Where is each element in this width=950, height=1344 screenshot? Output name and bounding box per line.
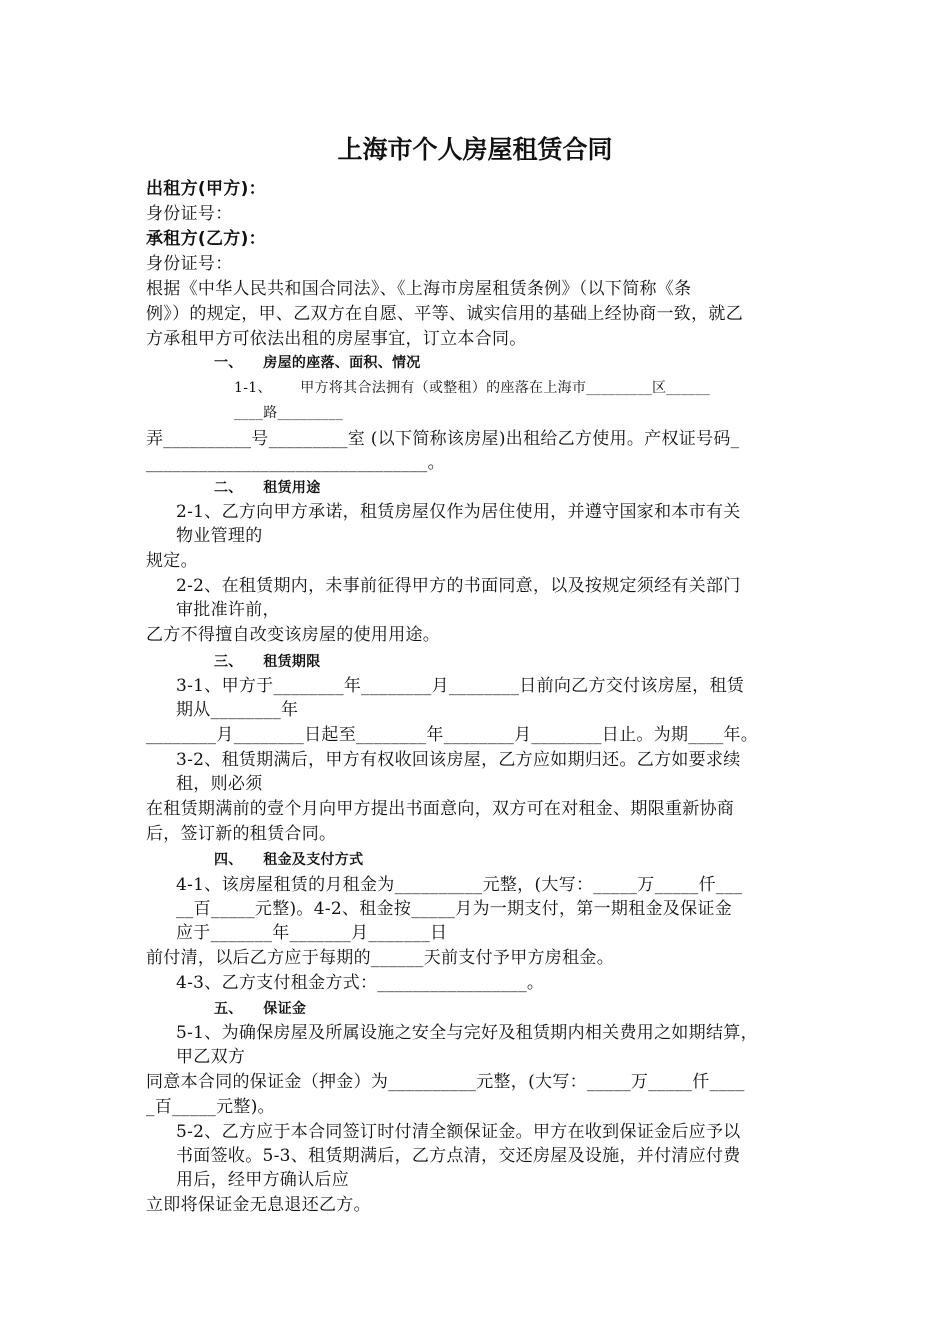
lessee-id-label: 身份证号：: [146, 254, 233, 274]
clause-line: 4-1、该房屋租赁的月租金为__________元整，(大写：_____万_____仟___: [176, 875, 743, 895]
clause-line: 2-1、乙方向甲方承诺，租赁房屋仅作为居住使用，并遵守国家和本市有关: [176, 502, 741, 522]
section-heading-1: 一、 房屋的座落、面积、情况: [214, 355, 421, 371]
clause-line: 应于_______年_______月_______日: [176, 923, 448, 943]
section-heading-5: 五、 保证金: [214, 1001, 307, 1017]
clause-line: 同意本合同的保证金（押金）为__________元整，(大写：_____万_____仟____: [146, 1072, 745, 1092]
clause-line: 立即将保证金无息退还乙方。: [146, 1195, 371, 1215]
preamble-line: 根据《中华人民共和国合同法》、《上海市房屋租赁条例》（以下简称《条: [146, 279, 692, 299]
clause-line: _百_____元整)。: [146, 1097, 275, 1117]
clause-line: 1-1、 甲方将其合法拥有（或整租）的座落在上海市_________区______: [234, 380, 711, 396]
clause-line: 书面签收。5-3、租赁期满后，乙方点清，交还房屋及设施，并付清应付费: [176, 1146, 741, 1166]
clause-line: 用后，经甲方确认后应: [176, 1170, 349, 1190]
clause-line: 5-1、为确保房屋及所属设施之安全与完好及租赁期内相关费用之如期结算，: [176, 1023, 758, 1043]
clause-line: 3-2、租赁期满后，甲方有权收回该房屋，乙方应如期归还。乙方如要求续: [176, 750, 741, 770]
clause-line: 5-2、乙方应于本合同签订时付清全额保证金。甲方在收到保证金后应予以: [176, 1122, 741, 1142]
clause-line: 弄__________号_________室 (以下简称该房屋)出租给乙方使用。产权证号码_: [146, 429, 740, 449]
clause-line: __百_____元整)。4-2、租金按_____月为一期支付，第一期租金及保证金: [176, 899, 733, 919]
clause-line: 期从________年: [176, 700, 299, 720]
clause-line: 4-3、乙方支付租金方式：_________________。: [176, 973, 545, 993]
clause-line: 审批准许前，: [176, 600, 280, 620]
clause-line: ________月________日起至________年________月________日止。为期____年。: [146, 725, 759, 745]
clause-line: ____路_________: [234, 405, 344, 421]
clause-line: 乙方不得擅自改变该房屋的使用用途。: [146, 625, 441, 645]
document-title: 上海市个人房屋租赁合同: [337, 135, 613, 164]
clause-line: ________________________________。: [146, 453, 445, 473]
section-heading-4: 四、 租金及支付方式: [214, 852, 364, 868]
lessor-label: 出租方(甲方)：: [146, 179, 266, 199]
clause-line: 3-1、甲方于________年________月________日前向乙方交付该房屋，租赁: [176, 676, 745, 696]
lessee-label: 承租方(乙方)：: [146, 229, 266, 249]
clause-line: 在租赁期满前的壹个月向甲方提出书面意向，双方可在对租金、期限重新协商: [146, 799, 735, 819]
section-heading-3: 三、 租赁期限: [214, 654, 321, 670]
preamble-line: 例》）的规定，甲、乙双方在自愿、平等、诚实信用的基础上经协商一致，就乙: [146, 304, 743, 324]
clause-line: 规定。: [146, 551, 198, 571]
clause-line: 2-2、在租赁期内，未事前征得甲方的书面同意，以及按规定须经有关部门: [176, 576, 741, 596]
clause-line: 物业管理的: [176, 526, 263, 546]
clause-line: 前付清，以后乙方应于每期的______天前支付予甲方房租金。: [146, 948, 614, 968]
lessor-id-label: 身份证号：: [146, 204, 233, 224]
clause-line: 甲乙双方: [176, 1047, 246, 1067]
clause-line: 后，签订新的租赁合同。: [146, 824, 337, 844]
preamble-line: 方承租甲方可依法出租的房屋事宜，订立本合同。: [146, 329, 527, 349]
section-heading-2: 二、 租赁用途: [214, 480, 321, 496]
clause-line: 租，则必须: [176, 774, 263, 794]
